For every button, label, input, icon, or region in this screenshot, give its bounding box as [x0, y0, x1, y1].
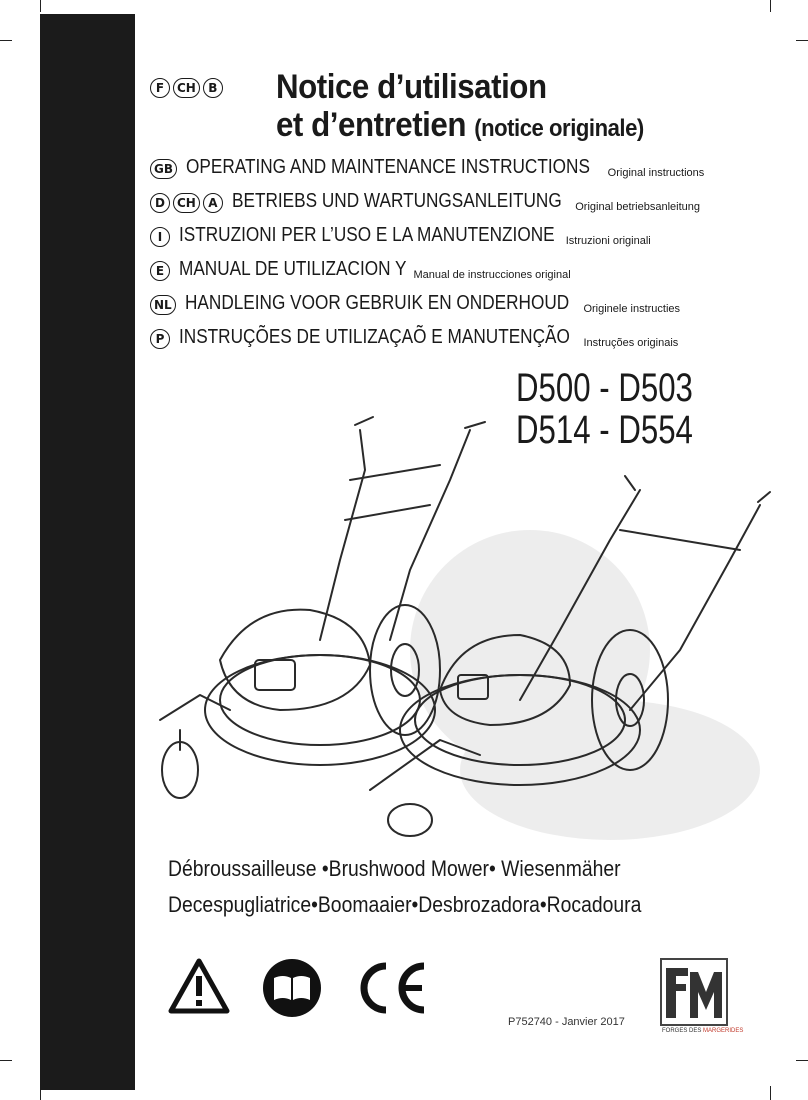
model-numbers-line2: D514 - D554: [516, 408, 693, 452]
language-subtitle: Instruções originais: [583, 337, 679, 349]
ce-mark-icon: [352, 958, 432, 1018]
model-numbers-line1: D500 - D503: [516, 366, 693, 410]
language-title: BETRIEBS UND WARTUNGSANLEITUNG: [231, 190, 562, 212]
language-row-it: [150, 224, 651, 247]
title-badges: [150, 78, 226, 98]
lang-badge: F: [150, 78, 170, 98]
lang-badge: E: [150, 261, 170, 281]
language-row-pt: [150, 326, 678, 349]
lang-badge: A: [203, 193, 223, 213]
lang-badge: GB: [150, 159, 177, 179]
cover-spine-band: [40, 14, 135, 1090]
language-title: MANUAL DE UTILIZACION Y: [179, 258, 407, 280]
warning-icon: [168, 958, 230, 1014]
manual-book-icon: [262, 958, 322, 1018]
language-subtitle: Manual de instrucciones original: [413, 269, 571, 281]
language-subtitle: Originele instructies: [583, 303, 681, 315]
language-row-gb: [150, 156, 704, 179]
lang-badge: CH: [173, 193, 200, 213]
document-title: Notice d’utilisation: [276, 68, 547, 106]
language-title: OPERATING AND MAINTENANCE INSTRUCTIONS: [186, 156, 590, 178]
document-reference: P752740 - Janvier 2017: [508, 1016, 625, 1028]
lang-badge: CH: [173, 78, 200, 98]
product-names-line2: Decespugliatrice•Boomaaier•Desbrozadora•Rocadoura: [168, 892, 642, 917]
lang-badge: D: [150, 193, 170, 213]
language-row-de: [150, 190, 700, 213]
lang-badge: P: [150, 329, 170, 349]
language-title: INSTRUÇÕES DE UTILIZAÇAÕ E MANUTENÇÃO: [179, 326, 570, 348]
language-row-es: [150, 258, 571, 281]
language-title: HANDLEING VOOR GEBRUIK EN ONDERHOUD: [184, 292, 569, 314]
company-logo: [660, 958, 728, 1032]
mower-illustration: [140, 410, 780, 840]
language-row-nl: [150, 292, 680, 315]
crop-mark: [0, 1060, 12, 1061]
language-subtitle: Original betriebsanleitung: [575, 201, 700, 213]
product-names-line1: Débroussailleuse •Brushwood Mower• Wiesenmäher: [168, 856, 621, 881]
language-subtitle: Original instructions: [607, 167, 705, 179]
language-title: ISTRUZIONI PER L’USO E LA MANUTENZIONE: [179, 224, 555, 246]
lang-badge: B: [203, 78, 223, 98]
crop-mark: [796, 1060, 808, 1061]
lang-badge: I: [150, 227, 170, 247]
title-note: (notice originale): [474, 115, 644, 142]
crop-mark: [796, 40, 808, 41]
crop-mark: [770, 1086, 771, 1100]
crop-mark: [770, 0, 771, 12]
document-title-line2: et d’entretien (notice originale): [276, 106, 644, 144]
crop-mark: [40, 0, 41, 12]
language-subtitle: Istruzioni originali: [565, 235, 651, 247]
crop-mark: [0, 40, 12, 41]
logo-caption: FORGES DES MARGERIDES: [662, 1028, 744, 1034]
lang-badge: NL: [150, 295, 176, 315]
